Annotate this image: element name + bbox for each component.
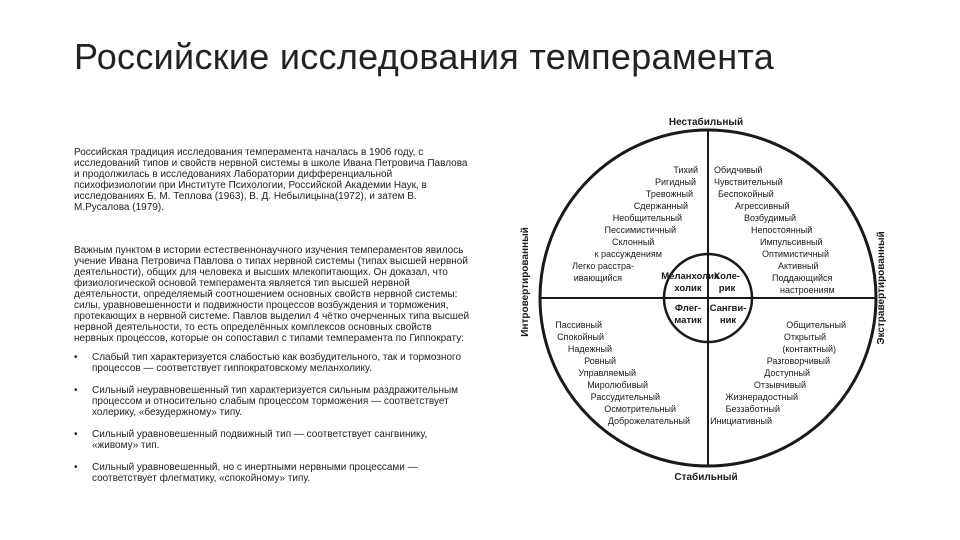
list-item: Поддающийся	[772, 273, 833, 283]
choleric-label-line2: рик	[718, 283, 736, 294]
list-item: Пессимистичный	[604, 225, 676, 235]
phlegmatic-traits	[555, 320, 690, 426]
list-item: Отзывчивый	[753, 380, 806, 390]
list-item: Рассудительный	[590, 392, 660, 402]
list-item	[74, 462, 472, 484]
melancholic-label-line2: холик	[674, 283, 702, 294]
list-item: Беззаботный	[725, 404, 780, 414]
list-item: Миролюбивый	[587, 380, 648, 390]
list-item: Управляемый	[578, 368, 636, 378]
sanguine-label-line2: ник	[719, 315, 737, 326]
list-item: настроениям	[780, 285, 835, 295]
bullet-marker: •	[74, 352, 78, 363]
bullet-text: Сильный уравновешенный подвижный тип — соответствует сангвинику, «живому» тип.	[92, 429, 428, 451]
temperament-type-list	[74, 352, 472, 484]
list-item: Ровный	[584, 356, 616, 366]
list-item: Инициативный	[710, 416, 772, 426]
list-item: Обидчивый	[714, 165, 763, 175]
bullet-text: Сильный неуравновешенный тип характеризуется сильным раздражительным процессом и относительно слабым процессом торможения — соответствует холерику, «безудержному» типу.	[92, 385, 459, 418]
bullet-text: Слабый тип характеризуется слабостью как возбудительного, так и тормозного процессов — соответствует гиппократовскому меланхолику.	[92, 352, 462, 374]
axis-left-label: Интровертированный	[520, 227, 531, 337]
list-item: Агрессивный	[735, 201, 790, 211]
list-item: Открытый	[783, 332, 826, 342]
list-item: Активный	[778, 261, 819, 271]
bullet-marker: •	[74, 429, 78, 440]
list-item: Ригидный	[654, 177, 696, 187]
list-item: (контактный)	[782, 344, 836, 354]
list-item: Возбудимый	[744, 213, 797, 223]
list-item	[74, 385, 472, 418]
phlegmatic-label: Флег-	[674, 303, 702, 314]
list-item: ивающийся	[573, 273, 622, 283]
axis-top-label: Нестабильный	[668, 117, 744, 128]
list-item: Импульсивный	[760, 237, 823, 247]
pavlov-paragraph: Важным пунктом в истории естественнонаучного изучения темпераментов явилось учение Ивана Петровича Павлова о типах нервной системы (типах высшей нервной деятельности), общих для человека и высших млекопитающих. Он доказал, что физиологической основой темперамента является тип высшей нервной деятельности, определяемый соотношением основных свойств нервной системы: силы, уравновешенности и подвижности процессов возбуждения и торможения, протекающих в нервной системе. Павлов выделил 4 чётко очерченных типа высшей нервной деятельности, то есть определённых комплексов основных свойств нервных процессов, которые он сопоставил с типами темперамента по Гиппократу:	[74, 245, 470, 344]
list-item: Спокойный	[557, 332, 604, 342]
text-column	[74, 147, 472, 495]
list-item: Тихий	[673, 165, 698, 175]
list-item: Склонный	[612, 237, 655, 247]
slide-title: Российские исследования темперамента	[74, 36, 775, 77]
list-item: Тревожный	[645, 189, 693, 199]
list-item: Чувствительный	[714, 177, 783, 187]
list-item: Беспокойный	[718, 189, 774, 199]
list-item: к рассуждениям	[594, 249, 662, 259]
eysenck-temperament-circle	[510, 112, 890, 488]
bullet-marker: •	[74, 385, 78, 396]
list-item: Разговорчивый	[766, 356, 830, 366]
list-item: Доступный	[764, 368, 810, 378]
list-item: Оптимистичный	[762, 249, 830, 259]
phlegmatic-label-line2: матик	[674, 315, 702, 326]
list-item: Надежный	[567, 344, 612, 354]
list-item: Жизнерадостный	[725, 392, 798, 402]
list-item: Доброжелательный	[607, 416, 690, 426]
choleric-label: Холе-	[713, 271, 741, 282]
intro-paragraph: Российская традиция исследования темперамента началась в 1906 году, с исследований типов и свойств нервной системы в школе Ивана Петровича Павлова и продолжилась в исследованиях Лаборатории дифференциальной психофизиологии при Институте Психологии, Российской Академии Наук, в исследованиях Б. М. Теплова (1963), В. Д. Небылицына(1972), и затем В. М.Русалова (1979).	[74, 147, 468, 213]
axis-bottom-label: Стабильный	[674, 472, 738, 483]
list-item: Сдержанный	[633, 201, 688, 211]
list-item: Легко расстра-	[572, 261, 634, 271]
axis-right-label: Экстравертированный	[876, 231, 887, 345]
bullet-text: Сильный уравновешенный, но с инертными нервными процессами — соответствует флегматику, «спокойному» типу.	[92, 462, 418, 484]
list-item	[74, 429, 472, 451]
list-item: Общительный	[786, 320, 846, 330]
list-item: Непостоянный	[751, 225, 813, 235]
list-item: Осмотрительный	[604, 404, 676, 414]
melancholic-label: Меланхолик	[661, 271, 719, 282]
sanguine-label: Сангви-	[709, 303, 747, 314]
list-item: Необщительный	[612, 213, 682, 223]
list-item: Пассивный	[555, 320, 602, 330]
list-item	[74, 352, 472, 374]
bullet-marker: •	[74, 462, 78, 473]
